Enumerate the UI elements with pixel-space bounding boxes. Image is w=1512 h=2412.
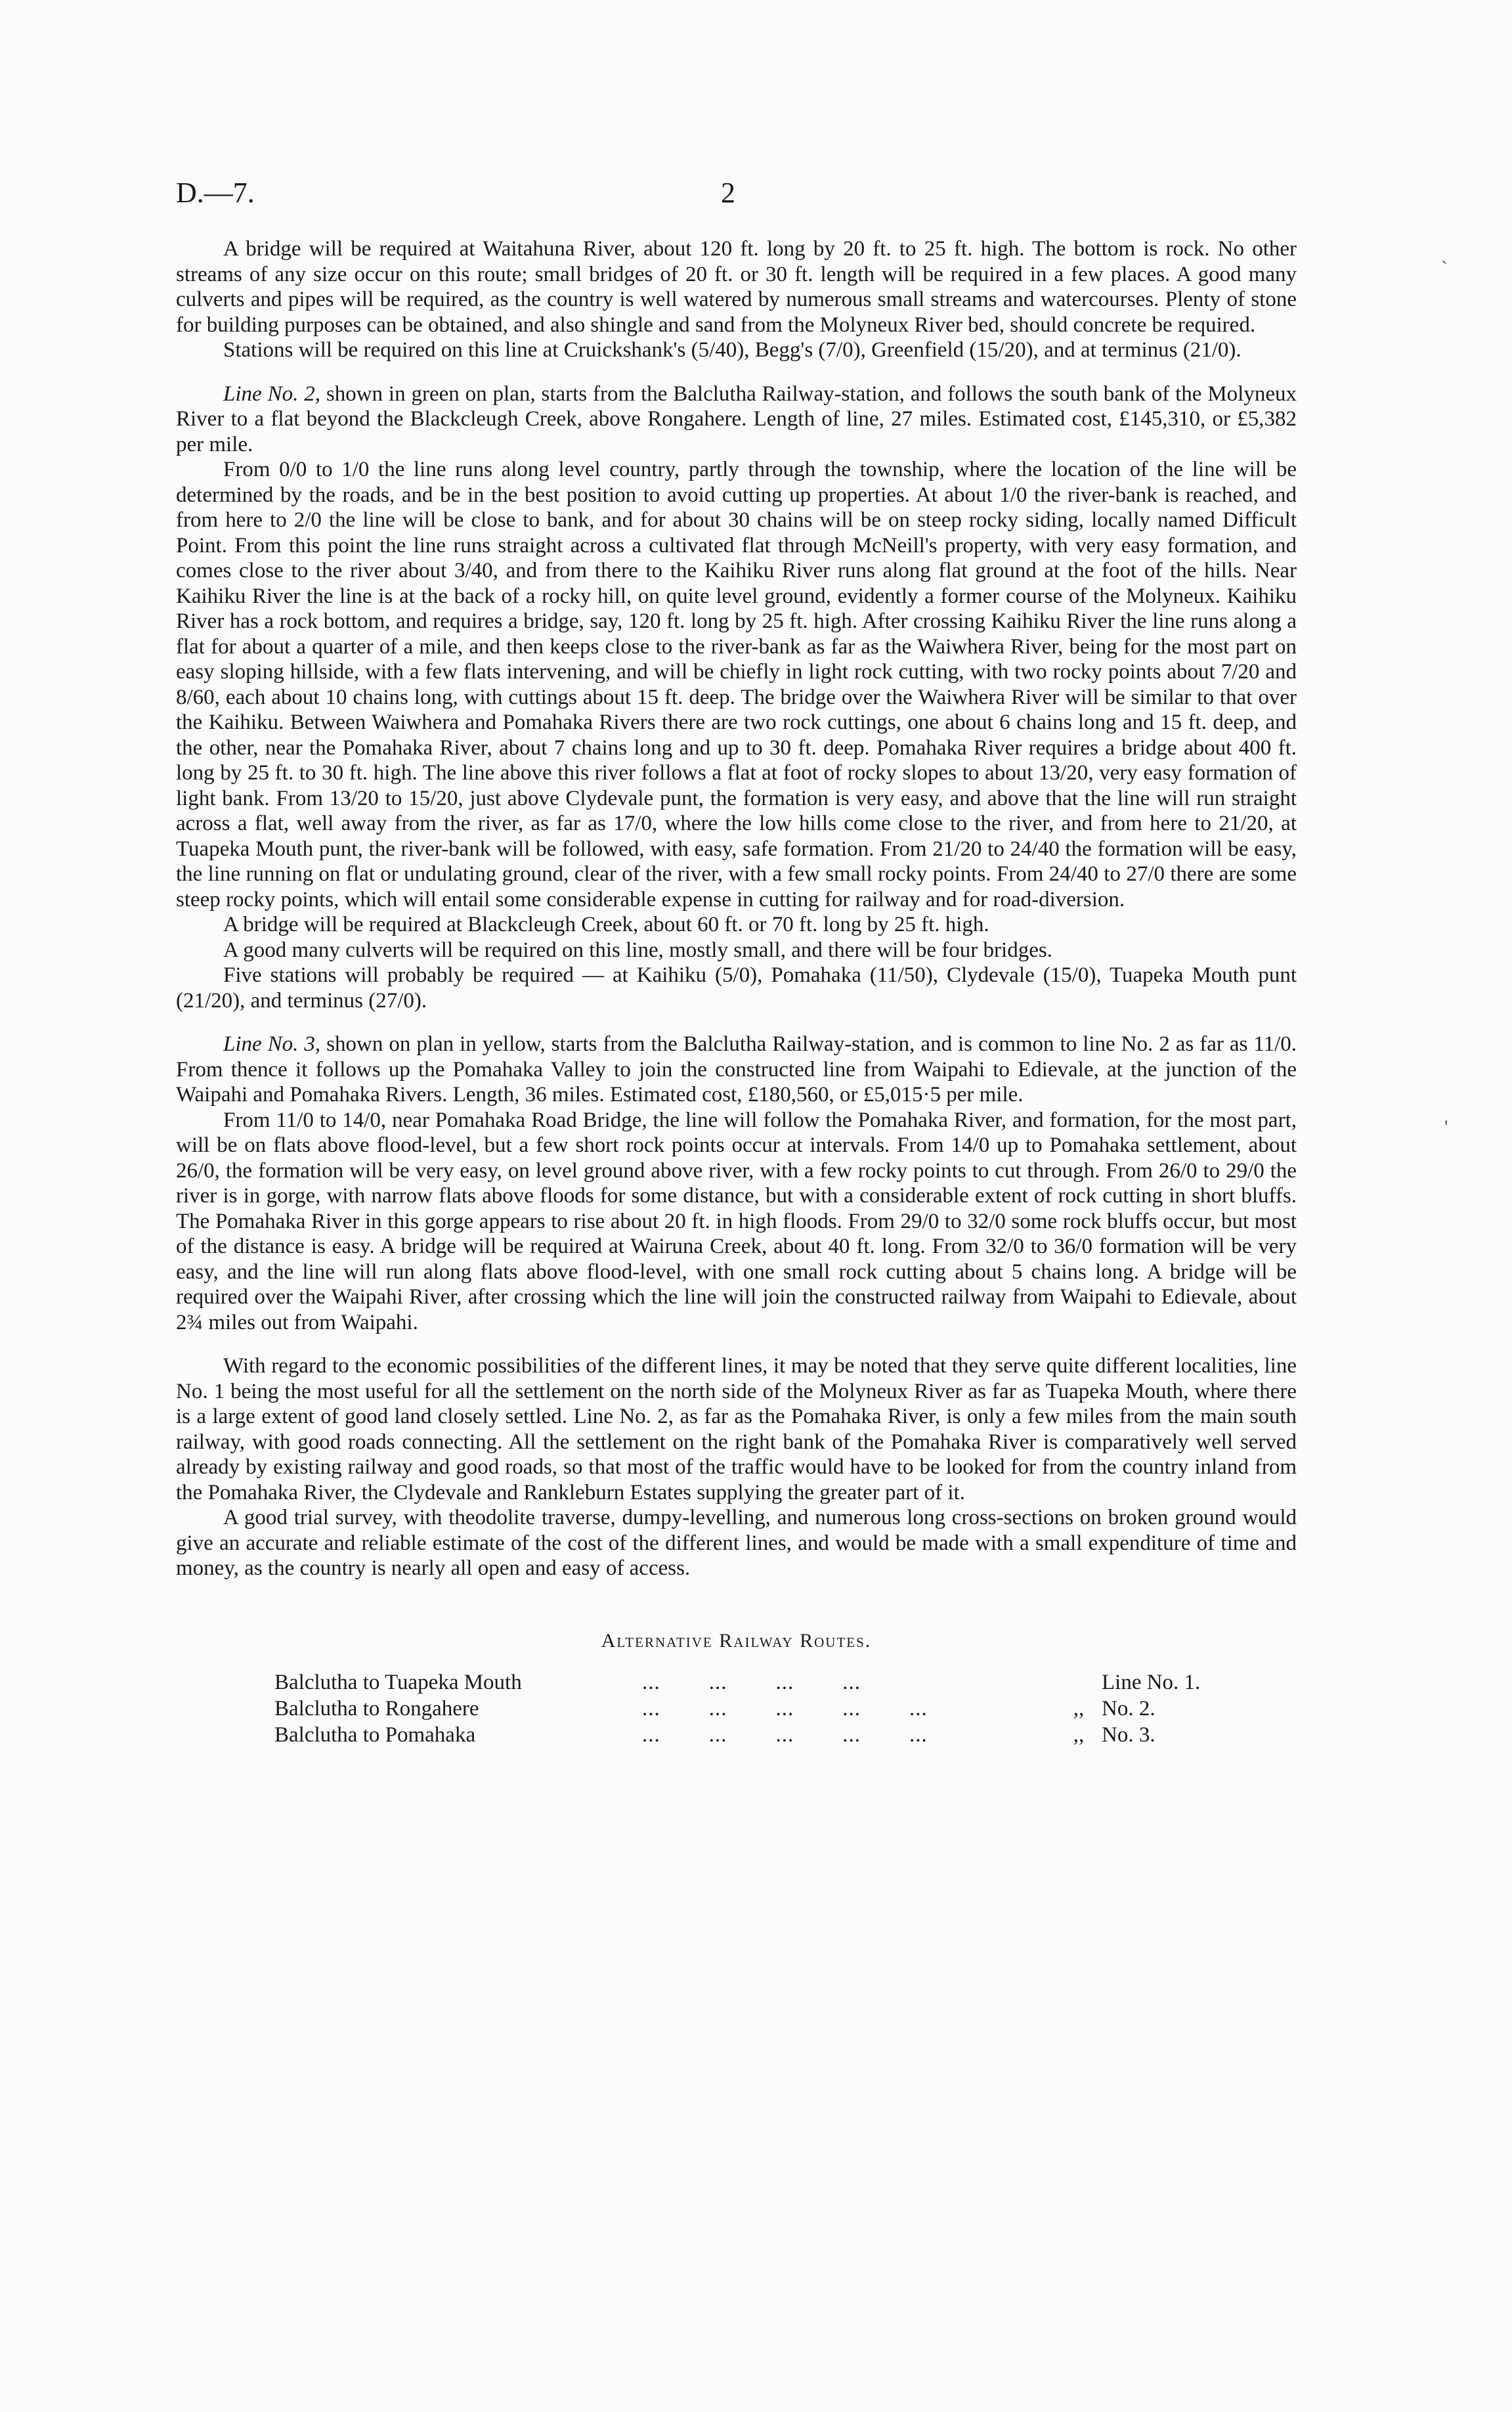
route-line-number: No. 3. <box>1102 1723 1156 1747</box>
paragraph-line3-route: From 11/0 to 14/0, near Pomahaka Road Bridge, the line will follow the Pomahaka River, and formation, for the most part, will be on flats above flood-level, but a few short rock points occur at intervals. From 14/0 up to Pomahaka settlement, about 26/0, the formation will be very easy, on level ground above river, with a few rocky points to cut through. From 26/0 to 29/0 the river is in gorge, with narrow flats above floods for some distance, but with a considerable extent of rock cutting in short bluffs. The Pomahaka River in this gorge appears to rise about 20 ft. in high floods. From 29/0 to 32/0 some rock bluffs occur, but most of the distance is easy. A bridge will be required at Wairuna Creek, about 40 ft. long. From 32/0 to 36/0 formation will be very easy, and the line will run along flats above flood-level, with one small rock cutting about 5 chains long. A bridge will be required over the Waipahi River, after crossing which the line will join the constructed railway from Waipahi to Edievale, about 2¾ miles out from Waipahi. <box>176 1108 1297 1334</box>
dot-leader: ... ... ... ... <box>642 1671 861 1694</box>
paragraph-line2-culverts: A good many culverts will be required on this line, mostly small, and there will be four bridges. <box>223 938 1052 962</box>
route-line-number: No. 2. <box>1102 1697 1156 1721</box>
routes-table <box>274 1669 1200 1748</box>
paragraph-trial-survey: A good trial survey, with theodolite traverse, dumpy-levelling, and numerous long cross-sections on broken ground would give an accurate and reliable estimate of the cost of the different lines, and would be made with a small expenditure of time and money, as the country is nearly all open and easy of access. <box>176 1506 1297 1580</box>
line3-intro-text: shown on plan in yellow, starts from the Balclutha Railway-station, and is common to line No. 2 as far as 11/0. From thence it follows up the Pomahaka Valley to join the constructed line from Waipahi to Edievale, at the junction of the Waipahi and Pomahaka Rivers. Length, 36 miles. Estimated cost, £180,560, or £5,015·5 per mile. <box>176 1032 1297 1107</box>
line3-heading: Line No. 3, <box>223 1032 321 1056</box>
line2-heading: Line No. 2, <box>223 382 320 406</box>
table-row <box>274 1696 1200 1722</box>
routes-title: Alternative Railway Routes. <box>601 1629 872 1652</box>
table-row <box>274 1722 1200 1748</box>
ditto-mark <box>1056 1669 1102 1696</box>
page-header <box>176 176 1292 215</box>
paragraph-waitahuna-bridge: A bridge will be required at Waitahuna River, about 120 ft. long by 20 ft. to 25 ft. high. The bottom is rock. No other streams of any size occur on this route; small bridges of 20 ft. or 30 ft. length will be required in a few places. A good many culverts and pipes will be required, as the country is well watered by numerous small streams and watercourses. Plenty of stone for building purposes can be obtained, and also shingle and sand from the Molyneux River bed, should concrete be required. <box>176 237 1297 337</box>
paragraph-blackcleugh-bridge: A bridge will be required at Blackcleugh Creek, about 60 ft. or 70 ft. long by 25 ft. high. <box>223 913 989 936</box>
paragraph-economic-possibilities: With regard to the economic possibilities of the different lines, it may be noted that they serve quite different localities, line No. 1 being the most useful for all the settlement on the north side of the Molyneux River as far as Tuapeka Mouth, where there is a large extent of good land closely settled. Line No. 2, as far as the Pomahaka River, is only a few miles from the main south railway, with good roads connecting. All the settlement on the right bank of the Pomahaka River is comparatively well served already by existing railway and good roads, so that most of the traffic would have to be looked for from the country inland from the Pomahaka River, the Clydevale and Rankleburn Estates supplying the greater part of it. <box>176 1354 1297 1504</box>
scan-speck: ' <box>1444 1116 1448 1138</box>
scan-speck: ` <box>1441 257 1448 279</box>
route-name: Balclutha to Tuapeka Mouth <box>274 1671 522 1694</box>
paragraph-line2-intro <box>176 382 1297 458</box>
line2-intro-text: shown in green on plan, starts from the Balclutha Railway-station, and follows the south bank of the Molyneux River to a flat beyond the Blackcleugh Creek, above Rongahere. Length of line, 27 miles. Estimated cost, £145,310, or £5,382 per mile. <box>176 382 1297 456</box>
ditto-mark: ,, <box>1073 1723 1085 1747</box>
paragraph-line2-route: From 0/0 to 1/0 the line runs along level country, partly through the township, where the location of the line will be determined by the roads, and be in the best position to avoid cutting up properties. At about 1/0 the river-bank is reached, and from here to 2/0 the line will be close to bank, and for about 30 chains will be on steep rocky siding, locally named Difficult Point. From this point the line runs straight across a cultivated flat through McNeill's property, with very easy formation, and comes close to the river about 3/40, and from there to the Kaihiku River runs along flat ground at the foot of the hills. Near Kaihiku River the line is at the back of a rocky hill, on quite level ground, evidently a former course of the Molyneux. Kaihiku River has a rock bottom, and requires a bridge, say, 120 ft. long by 25 ft. high. After crossing Kaihiku River the line runs along a flat for about a quarter of a mile, and then keeps close to the river-bank as far as the Waiwhera River, being for the most part on easy sloping hillside, with a few flats intervening, and will be chiefly in light rock cutting, with two rocky points about 7/20 and 8/60, each about 10 chains long, with cuttings about 15 ft. deep. The bridge over the Waiwhera River will be similar to that over the Kaihiku. Between Waiwhera and Pomahaka Rivers there are two rock cuttings, one about 6 chains long and 15 ft. deep, and the other, near the Pomahaka River, about 7 chains long and up to 30 ft. deep. Pomahaka River requires a bridge about 400 ft. long by 25 ft. to 30 ft. high. The line above this river follows a flat at foot of rocky slopes to about 13/20, very easy formation of light bank. From 13/20 to 15/20, just above Clydevale punt, the formation is very easy, and above that the line will run straight across a flat, well away from the river, as far as 17/0, where the low hills come close to the river, and from here to 21/20, at Tuapeka Mouth punt, the river-bank will be followed, with easy, safe formation. From 21/20 to 24/40 the formation will be easy, the line running on flat or undulating ground, clear of the river, with a few small rocky points. From 24/40 to 27/0 there are some steep rocky points, which will entail some considerable expense in cutting for railway and for road-diversion. <box>176 458 1297 911</box>
route-line-number: Line No. 1. <box>1102 1671 1201 1694</box>
ditto-mark: ,, <box>1073 1697 1085 1721</box>
paragraph-line3-intro <box>176 1032 1297 1108</box>
paragraph-line1-stations: Stations will be required on this line at Cruickshank's (5/40), Begg's (7/0), Greenfield (15/20), and at terminus (21/0). <box>223 338 1242 362</box>
route-name: Balclutha to Rongahere <box>274 1697 479 1721</box>
document-reference: D.—7. <box>176 177 255 209</box>
document-body <box>176 236 1297 1748</box>
paragraph-line2-stations: Five stations will probably be required — at Kaihiku (5/0), Pomahaka (11/50), Clydevale (15/0), Tuapeka Mouth punt (21/20), and terminus (27/0). <box>176 963 1297 1013</box>
page-number: 2 <box>721 177 735 209</box>
dot-leader: ... ... ... ... ... <box>642 1697 928 1721</box>
route-name: Balclutha to Pomahaka <box>274 1723 476 1747</box>
dot-leader: ... ... ... ... ... <box>642 1723 928 1747</box>
table-row <box>274 1669 1200 1696</box>
